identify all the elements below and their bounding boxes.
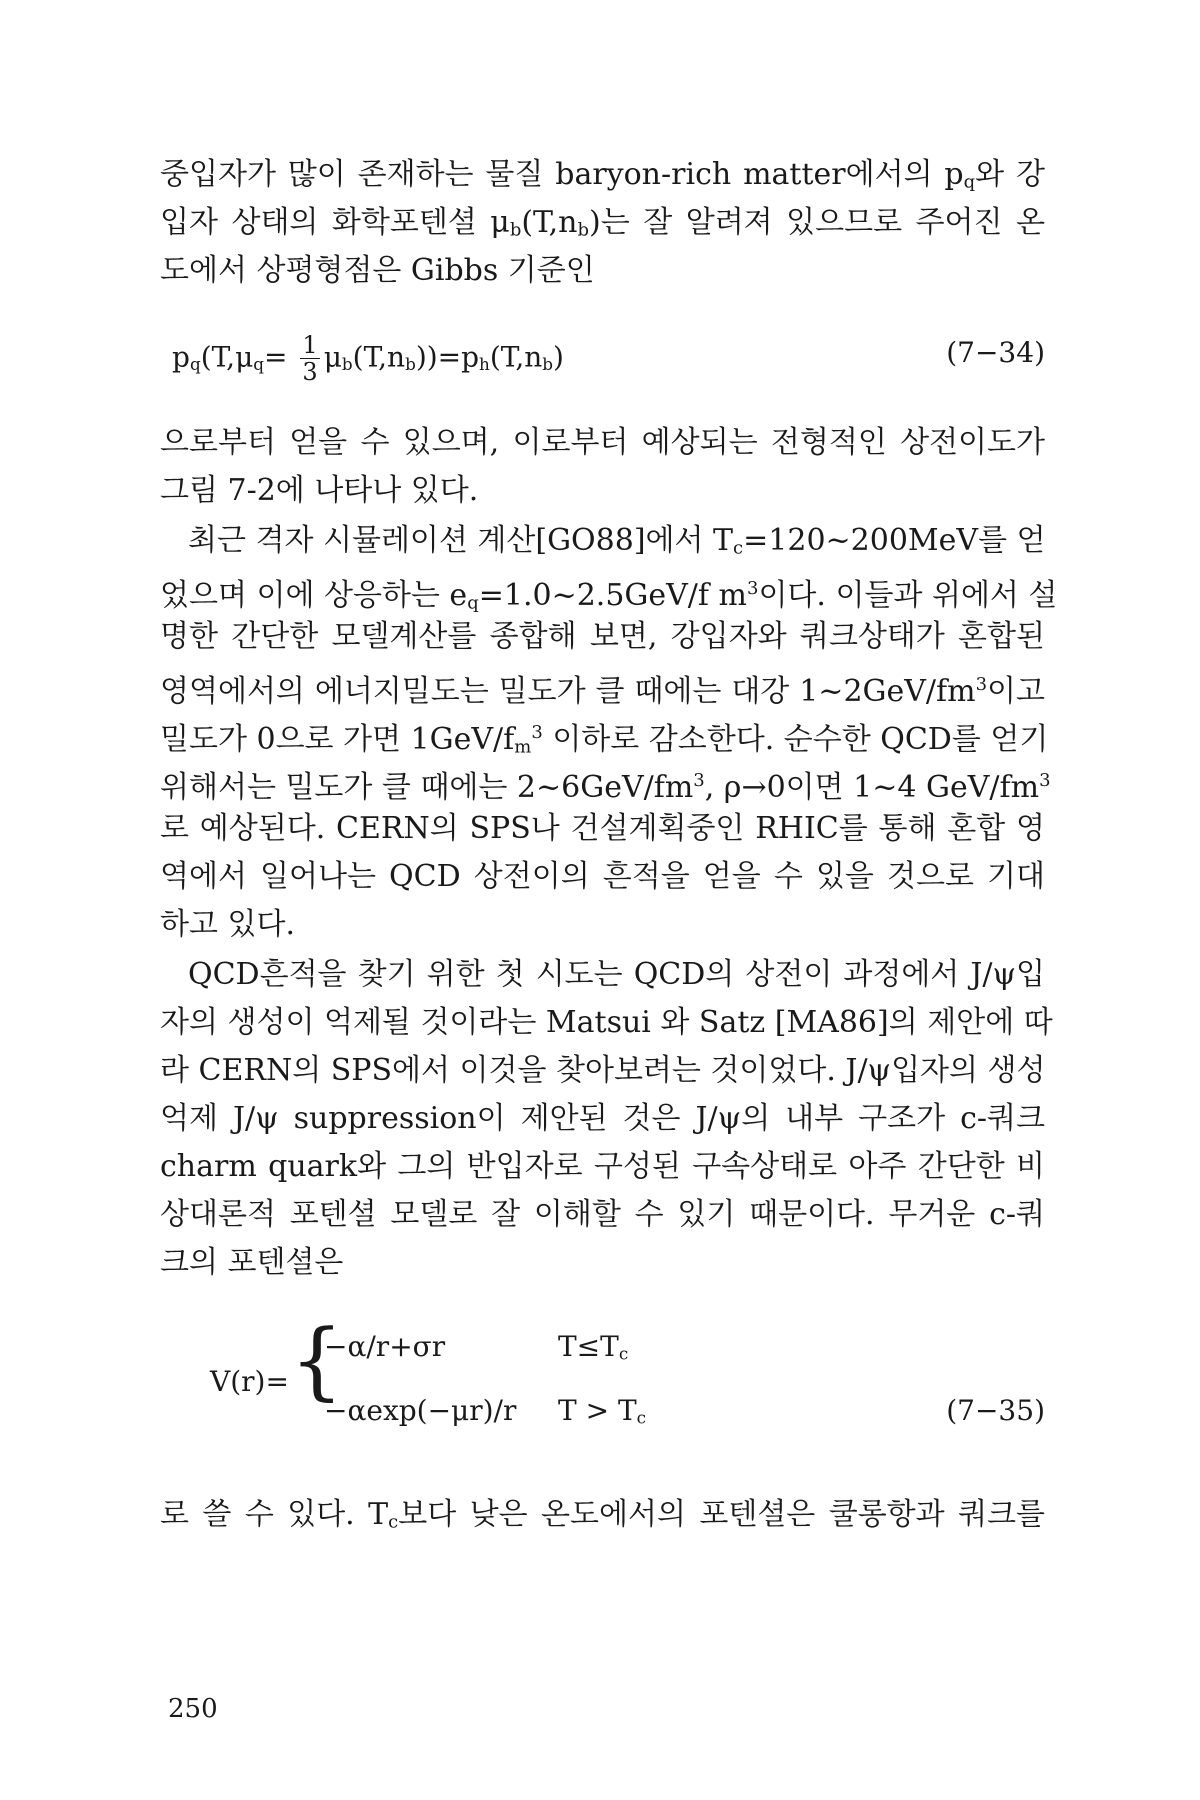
paragraph2-line2: 그림 7-2에 나타나 있다.: [160, 473, 479, 508]
paragraph2-line1: 으로부터 얻을 수 있으며, 이로부터 예상되는 전형적인 상전이도가: [160, 425, 1045, 460]
paragraph3-line7: 로 예상된다. CERN의 SPS나 건설계획중인 RHIC를 통해 혼합 영: [160, 811, 1045, 846]
paragraph1-line3: 도에서 상평형점은 Gibbs 기준인: [160, 253, 595, 288]
paragraph5-line1: 로 쓸 수 있다. $T_c$보다 낮은 온도에서의 포텐셜은 쿨롱항과 쿼크를: [160, 1497, 1046, 1533]
paragraph4-line4: 억제 J/ψ suppression이 제안된 것은 J/ψ의 내부 구조가 c-쿼크: [160, 1101, 1045, 1136]
paragraph3-line9: 하고 있다.: [160, 907, 295, 942]
page-number: 250: [168, 1694, 218, 1724]
equation-number-7-34: (7−34): [946, 336, 1045, 369]
paragraph3-line3: 명한 간단한 모델계산를 종합해 보면, 강입자와 쿼크상태가 혼합된: [160, 619, 1045, 654]
paragraph3-line1: 최근 격자 시뮬레이션 계산[GO88]에서 $T_c=120\sim 200MeV$를 얻: [188, 523, 1046, 559]
paragraph3-line4: 영역에서의 에너지밀도는 밀도가 클 때에는 대강 $1\sim 2GeV/fm^3$이고: [160, 673, 1045, 709]
paragraph3-line2: 었으며 이에 상응하는 $e_q=1.0\sim 2.5GeV/f$ $m^3$이다. 이들과 위에서 설: [160, 577, 1058, 614]
equation-7-35-case2: −αexp(−μr)/r: [324, 1394, 517, 1427]
paragraph3-line5: 밀도가 0으로 가면 $1GeV/f_m^3$ 이하로 감소한다. 순수한 QCD를 얻기: [160, 721, 1049, 758]
equation-number-7-35: (7−35): [946, 1394, 1045, 1427]
equation-7-35-lhs: V(r)=: [210, 1365, 289, 1398]
equation-7-35-case1: −α/r+σr: [324, 1330, 446, 1363]
left-brace-icon: {: [290, 1311, 344, 1409]
equation-7-34: $p_q(T,\mu_q=$ $\frac{1}{3}$ $\mu_b(T,n_b))=p_h(T,n_b)$: [172, 331, 564, 387]
paragraph3-line6: 위해서는 밀도가 클 때에는 $2\sim 6GeV/fm^3$, ρ→0이면 1~4 GeV/$fm^3$: [160, 769, 1051, 805]
fraction-one-third: $\frac{1}{3}$: [302, 331, 318, 387]
paragraph4-line3: 라 CERN의 SPS에서 이것을 찾아보려는 것이었다. J/ψ입자의 생성: [160, 1053, 1046, 1088]
equation-7-35-case2-condition: $T > T_c$: [558, 1394, 647, 1428]
paragraph1-line1: 중입자가 많이 존재하는 물질 baryon-rich matter에서의 $p_q$와 강: [160, 157, 1046, 193]
paragraph4-line5: charm quark와 그의 반입자로 구성된 구속상태로 아주 간단한 비: [160, 1149, 1045, 1184]
paragraph4-line6: 상대론적 포텐셜 모델로 잘 이해할 수 있기 때문이다. 무거운 c-쿼: [160, 1197, 1045, 1232]
equation-7-35-case1-condition: $T\le T_c$: [558, 1330, 629, 1364]
paragraph4-line1: QCD흔적을 찾기 위한 첫 시도는 QCD의 상전이 과정에서 J/ψ입: [188, 957, 1045, 992]
paragraph3-line8: 역에서 일어나는 QCD 상전이의 흔적을 얻을 수 있을 것으로 기대: [160, 859, 1045, 894]
paragraph1-line2: 입자 상태의 화학포텐셜 $\mu_b(T,n_b)$는 잘 알려져 있으므로 주어진 온: [160, 205, 1046, 241]
paragraph4-line2: 자의 생성이 억제될 것이라는 Matsui 와 Satz [MA86]의 제안에 따: [160, 1005, 1053, 1040]
paragraph4-line7: 크의 포텐셜은: [160, 1245, 344, 1280]
